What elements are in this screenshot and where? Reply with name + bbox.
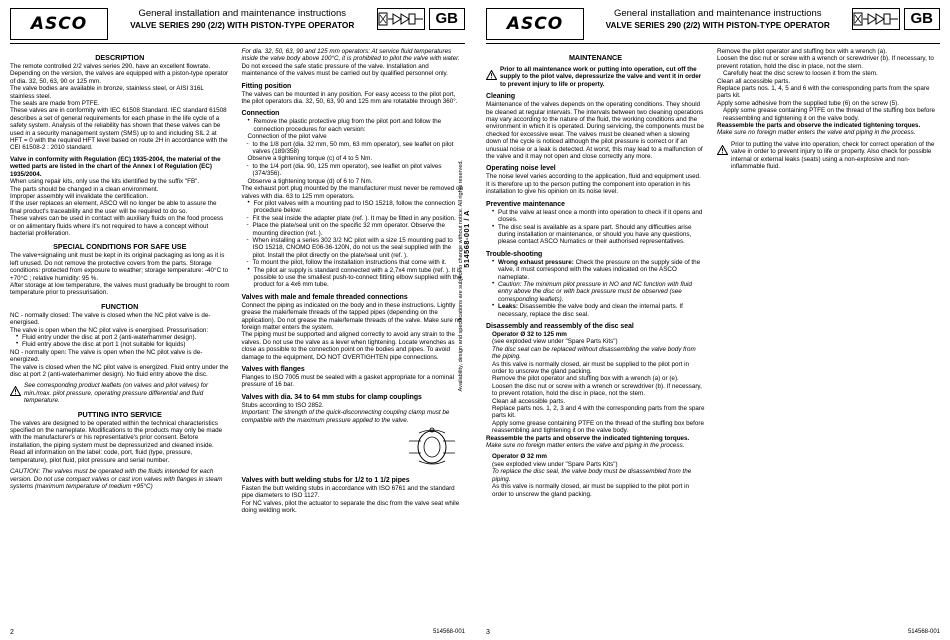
warning-triangle-icon xyxy=(717,142,728,160)
heading-function: FUNCTION xyxy=(101,301,139,311)
disassembly-step-5: Replace parts nos. 1, 2, 3 and 4 with the corresponding parts from the spare parts kit. xyxy=(492,405,705,420)
left-column-2 xyxy=(238,48,466,608)
welding-p1: Fasten the butt welding stubs in accordance with ISO 6761 and the standard pipe diameters to ISO 1127. xyxy=(241,485,455,500)
right-step-2: Remove the pilot operator and stuffing box with a wrench (a). xyxy=(717,48,887,55)
heading-connection: Connection xyxy=(241,110,280,118)
function-nc: NC - normally closed: The valve is closed when the NC pilot valve is de-energised. xyxy=(10,311,211,327)
heading-preventive-maintenance: Preventive maintenance xyxy=(486,200,565,208)
right-step-3: Loosen the disc nut or screw with a wrench or screwdriver (b). If necessary, to prevent rotation, hold the disc in place, not the stem. xyxy=(717,55,934,70)
stubs-important: Important: The strength of the quick-disconnecting coupling clamp must be compatible with the maximum pressure applied to the valve. xyxy=(241,409,450,424)
function-bullets xyxy=(10,334,230,349)
list-item: • For pilot valves with a mounting pad to ISO 15218, follow the connection procedure below: xyxy=(249,200,466,215)
description-p3: The valve bodies are available in bronze, stainless steel, or AISI 316L stainless steel. xyxy=(10,85,204,100)
operator-32-125-italic: The disc seal can be replaced without disassembling the valve body from the piping. xyxy=(492,345,696,361)
disassembly-step-6: Apply some grease containing PTFE on the thread of the stuffing box before reassembling and tightening it on the valve body. xyxy=(492,419,705,435)
connection-dashes-2 xyxy=(242,163,466,178)
heading-putting-into-service: PUTTING INTO SERVICE xyxy=(77,409,162,419)
intro-p2: Do not exceed the safe static pressure of the valve. Installation and maintenance of the valves must be carried out by qualified personnel only. xyxy=(241,62,448,78)
warning-text-bottom: Prior to putting the valve into operation, check for correct operation of the valve in order to prevent injury to life or property. Also check for possible internal or external leaks (seats) using a non-explosive and non-inflammable fluid. xyxy=(731,140,935,171)
heading-description: DESCRIPTION xyxy=(95,53,145,62)
cleaning-p1: Maintenance of the valves depends on the operating conditions. They should be cleaned at regular intervals. The intervals between two cleaning operations may vary according to the nature of the fluid, the working conditions and the environment in which it is operated. During servicing, the components must be checked for excessive wear. The valves must be cleaned when a slowing down of the cycle is noticed although the pilot pressure is correct or if an unusual noise or a leak is detected. At worst, this may lead to a malfunction of the valve and it may not open and close correctly any more. xyxy=(486,101,705,161)
operator-32-step-1: As this valve is normally closed, air must be supplied to the pilot port in order to unscrew the gland packing. xyxy=(492,483,690,498)
operator-32-125-label: Operator Ø 32 to 125 mm xyxy=(492,330,567,338)
page-title: General installation and maintenance instructions xyxy=(613,8,822,19)
header-title-block xyxy=(584,8,852,30)
function-p1: The valve is open when the NC pilot valve is energised. Pressurisation: xyxy=(10,326,209,334)
list-item: - Place the plate/seal unit on the specific 32 mm operator. Observe the mounting direction (ref. ). xyxy=(248,222,466,237)
connection-bullets xyxy=(242,118,466,133)
page-subtitle: VALVE SERIES 290 (2/2) WITH PISTON-TYPE OPERATOR xyxy=(130,20,355,30)
conn-d1b: Observe a tightening torque (c) of 4 to 5 Nm. xyxy=(247,155,373,163)
male-female-p2: The piping must be supported and aligned correctly to avoid any strain to the valves. Do not use the valve as a lever when tightening. Locate wrenches as close as possible to the connection point on the bodies and pipes. To avoid damage to the equipment, DO NOT OVERTIGHTEN pipe connections. xyxy=(241,331,456,361)
heading-trouble-shooting: Trouble-shooting xyxy=(486,250,543,258)
list-item xyxy=(248,215,466,222)
page-title: General installation and maintenance instructions xyxy=(138,8,347,19)
trouble-bullets xyxy=(486,259,705,318)
disassembly-step-4: Clean all accessible parts. xyxy=(492,397,566,405)
asco-logo xyxy=(486,8,584,40)
list-item: • Fluid entry above the disc at port 1 (not suitable for liquids) xyxy=(17,341,230,348)
left-column-1 xyxy=(10,48,238,608)
conn-p1: The exhaust port plug mounted by the manufacturer must never be removed on valves with dia. 63 to 125 mm operators. xyxy=(241,185,464,200)
right-step-6: Apply some adhesive from the supplied tube (6) on the screw (5). xyxy=(717,99,900,107)
page-header-left xyxy=(10,8,465,44)
list-item: • Put the valve at least once a month into operation to check if it opens and closes. xyxy=(493,209,705,224)
regulation-p3: Improper assembly will invalidate the certification. xyxy=(10,192,149,200)
warning-triangle-icon xyxy=(10,383,21,401)
page-number: 2 xyxy=(10,629,14,636)
warning-block-bottom xyxy=(717,141,940,171)
heading-clamp-stubs: Valves with dia. 34 to 64 mm stubs for clamp couplings xyxy=(241,393,422,401)
operator-32-note: (see exploded view under "Spare Parts Kits") xyxy=(492,460,618,468)
regulation-heading: Valve in conformity with Regulation (EC) 1935-2004, the material of the wetted parts are listed in the chart of the Annex I of Regulation (EC) 1935/2004. xyxy=(10,155,221,178)
list-item: - To mount the pilot, follow the installation instructions that come with it. xyxy=(248,259,466,266)
intro-p1: For dia. 32, 50, 63, 90 and 125 mm operators: At service fluid temperatures inside the valve body above 100°C, it is prohibited to pilot the valve with water. xyxy=(241,48,460,63)
trouble-b2-label: Leaks: xyxy=(498,303,518,311)
asco-logo-text: ASCO xyxy=(30,14,88,34)
heading-valves-with-flanges: Valves with flanges xyxy=(241,366,305,374)
putting-p2: Read all information on the label: code, port, fluid (type, pressure, temperature), pilot fluid, pilot pressure and serial number. xyxy=(10,449,193,464)
disassembly-step-3: Loosen the disc nut or screw with a wrench or screwdriver (b). If necessary, to prevent rotation, hold the disc in place, not the stem. xyxy=(492,382,702,398)
doc-code: 514568-001 xyxy=(907,629,940,635)
doc-code: 514568-001 xyxy=(432,629,465,635)
regulation-p2: The parts should be changed in a clean environment. xyxy=(10,185,159,193)
regulation-p5: These valves can be used in contact with auxiliary fluids on the food process or on alimentary fluids where it's not required to have a concept without bacterial proliferation. xyxy=(10,215,224,237)
page-header-right xyxy=(486,8,940,44)
trouble-caution: • Caution: The minimum pilot pressure in NO and NC function with fluid entry above the disc or with back pressure must be observed (see corresponding leaflets). xyxy=(493,281,705,303)
description-p1: The remote controlled 2/2 valves series 290, have an excellent flowrate. xyxy=(10,63,211,70)
flanges-p1: Flanges to ISO 7005 must be sealed with a gasket appropriate for a nominal pressure of 16 bar. xyxy=(241,374,454,389)
heading-butt-welding: Valves with butt welding stubs for 1/2 to 1 1/2 pipes xyxy=(241,477,410,485)
heading-male-female: Valves with male and female threaded connections xyxy=(241,293,408,301)
right-step-3b: Carefully heat the disc screw to loosen it from the stem. xyxy=(723,70,878,78)
special-p2: After storage at low temperature, the valves must gradually be brought to room temperature prior to pressurisation. xyxy=(10,281,230,297)
header-right-block xyxy=(377,8,466,30)
reassemble-note-2: Reassemble the parts and observe the indicated tightening torques. xyxy=(717,122,921,130)
list-item: • The pilot air supply is standard connected with a 2,7x4 mm tube (ref. ). It is possible to use the smallest push-to-connect fitting elbow supplied with the product for a 4x6 mm tube. xyxy=(249,267,466,289)
clamp-coupling-figure xyxy=(242,427,466,472)
valve-symbol-icon xyxy=(377,8,425,30)
fitting-p1: The valves can be mounted in any position. For easy access to the pilot port, the pilot operators dia. 32, 50, 63, 90 and 125 mm are rotatable through 360°. xyxy=(241,90,458,106)
header-title-block xyxy=(108,8,377,30)
trouble-b2-text: Disassemble the valve body and clean the internal parts. If necessary, replace the disc seal. xyxy=(498,303,683,318)
disassembly-step-2: Remove the pilot operator and stuffing box with a wrench (a) or (e). xyxy=(492,375,679,383)
description-p4: The seals are made from PTFE. xyxy=(10,100,100,108)
warning-text-top: Prior to all maintenance work or putting into operation, cut off the supply to the pilot valve, depressurize the valve and vent it in order to prevent injury to life or property. xyxy=(500,66,702,88)
valve-symbol-icon xyxy=(852,8,900,30)
operator-32-125-note: (see exploded view under "Spare Parts Kits") xyxy=(492,338,618,346)
right-step-6b: Apply some grease containing PTFE on the thread of the stuffing box before reassembling and tightening it on the valve body. xyxy=(723,107,936,122)
content-columns-right xyxy=(486,48,940,608)
page-right xyxy=(475,0,950,640)
warning-block-top xyxy=(486,66,705,88)
conn-sub1: Connection of the pilot valve xyxy=(247,133,327,141)
list-item: • Fluid entry under the disc at port 2 (anti-waterhammer design). xyxy=(17,334,230,341)
warning-triangle-icon xyxy=(486,67,497,85)
heading-cleaning: Cleaning xyxy=(486,93,516,101)
list-item: - When installing a series 302 3/2 NC pilot with a size 15 mounting pad to ISO 15218, CNOMO E06-36-120N, do not us the seal supplied with the pilot. Install the pilot directly on the plate/seal unit (ref. ). xyxy=(248,237,466,259)
list-item: • Remove the plastic protective plug from the pilot port and follow the connection procedures for each version: xyxy=(249,118,466,133)
reassemble-italic-2: Make sure no foreign matter enters the valve and piping in the process. xyxy=(717,129,916,137)
heading-noise-level: Operating noise level xyxy=(486,165,556,173)
trouble-b1-label: Wrong exhaust pressure: xyxy=(498,258,574,266)
list-item xyxy=(493,259,705,281)
conn-d2b: Observe a tightening torque (d) of 6 to 7 Nm. xyxy=(247,177,373,185)
male-female-p1: Connect the piping as indicated on the body and in these instructions. Lightly grease the male/female threads of the tapped pipes (depending on the application). Do not grease the male/female threads of the valve. Make sure no foreign matter enters the system. xyxy=(241,301,462,331)
connection-dashes-3 xyxy=(242,215,466,267)
operator-32-italic: To replace the disc seal, the valve body must be disassembled from the piping. xyxy=(492,468,692,483)
header-right-block xyxy=(852,8,941,30)
list-item: - to the 1/8 port (dia. 32 mm, 50 mm, 63 mm operator), see leaflet on pilot valves (189/358) xyxy=(248,141,466,156)
asco-logo xyxy=(10,8,108,40)
function-no: NO - normally open: The valve is open when the NC pilot valve is de-energized. xyxy=(10,348,203,364)
noise-p1: The noise level varies according to the application, fluid and equipment used. It is therefore up to the person putting the component into operation in his installation to give his opinion on its noise level. xyxy=(486,173,701,196)
page-subtitle: VALVE SERIES 290 (2/2) WITH PISTON-TYPE OPERATOR xyxy=(605,20,830,30)
regulation-p4: If the user replaces an element, ASCO will no longer be able to assure the final product's traceability and the user will be required to do so. xyxy=(10,200,217,215)
asco-logo-text: ASCO xyxy=(506,14,564,34)
heading-disassembly: Disassembly and reassembly of the disc seal xyxy=(486,322,634,330)
conn-d3-text: Fit the seal inside the adapter plate (ref. ). It may be fitted in any position. xyxy=(252,214,456,222)
warning-text-1: See corresponding product leaflets (on valves and pilot valves) for min./max. pilot pressure, operating pressure differential and fluid temperature. xyxy=(24,382,209,405)
putting-p1: The valves are designed to be operated within the technical characteristics specified on the nameplate. Modifications to the products may only be made with the manufacturer's or his representative's prior consent. Before installation, the piping system must be depressurized and cleaned inside. xyxy=(10,419,223,449)
reassemble-note-1: Reassemble the parts and observe the indicated tightening torques. xyxy=(486,434,690,442)
heading-fitting-position: Fitting position xyxy=(241,82,292,90)
page-footer-left xyxy=(10,629,465,636)
stubs-p1: Stubs according to ISO 2852. xyxy=(241,401,324,409)
right-step-5: Replace parts nos. 1, 4, 5 and 6 with the corresponding parts from the spare parts kit. xyxy=(717,85,930,100)
language-badge: GB xyxy=(429,8,466,30)
description-p5: These valves are in conformity with IEC 61508 Standard. IEC standard 61508 describes a set of general requirements for each phase in the life cycle of a safety system. Analysis of the reliability has shown that these valves can be used in a security management system (SMS) up to and including SIL 2 at HFT = 0 with the required HFT level based on route 2H in accordance with the CEI 61508-2 : 2010 standard. xyxy=(10,107,228,152)
reassemble-italic-1: Make sure no foreign matter enters the valve and piping in the process. xyxy=(486,442,685,450)
warning-block-1 xyxy=(10,382,230,404)
special-p1: The valve+signaling unit must be kept in its original packaging as long as it is left unused. Do not remove the protective covers from the parts. Storage conditions: protected from exposure to weather; storage temperature: -40°C to +70°C ; relative humidity: 95 %. xyxy=(10,252,229,282)
side-code-big: 514568-001 / A xyxy=(462,210,471,268)
connection-dashes-1 xyxy=(242,141,466,156)
trouble-b1-text: Check the pressure on the supply side of the valve, it must correspond with the values indicated on the ASCO nameplate. xyxy=(498,258,701,281)
regulation-p1: When using repair kits, only use the kits identified by the suffix "FB". xyxy=(10,178,200,186)
page-footer-right xyxy=(486,629,940,636)
function-p2: The valve is closed when the NC pilot valve is energized. Fluid entry under the disc at port 2 (anti-waterhammer design). No fluid entry above the disc. xyxy=(10,363,229,379)
page-number: 3 xyxy=(486,629,490,636)
caution-text: CAUTION: The valves must be operated with the fluids intended for each version. Do not use compact valves or cast iron valves with flanges in steam systems (maximum temperature of medium +95°C) xyxy=(10,468,223,490)
language-badge: GB xyxy=(904,8,941,30)
content-columns-left xyxy=(10,48,465,608)
description-p2: Depending on the version, the valves are equipped with a piston-type operator of dia. 32, 50, 63, 90 or 125 mm. xyxy=(10,70,229,85)
right-column-2 xyxy=(713,48,940,608)
heading-special-conditions: SPECIAL CONDITIONS FOR SAFE USE xyxy=(53,242,187,252)
operator-32-label: Operator Ø 32 mm xyxy=(492,453,547,461)
disassembly-step-1: As this valve is normally closed, air must be supplied to the pilot port in order to unscrew the gland packing. xyxy=(492,360,690,375)
preventive-bullets xyxy=(486,209,705,246)
connection-bullets-3 xyxy=(242,267,466,289)
side-note-left: Availability, design and specifications are subject to change without notice. All rights reserved. xyxy=(458,160,464,392)
right-step-4: Clean all accessible parts. xyxy=(717,77,791,85)
list-item: - to the 1/4 port (dia. 90, 125 mm operator), see leaflet on pilot valves (374/356). xyxy=(248,163,466,178)
right-column-1 xyxy=(486,48,713,608)
list-item: • The disc seal is available as a spare part. Should any difficulties arise during installation or maintenance, or should you have any questions, please contact ASCO Numatics or their authorised representatives. xyxy=(493,224,705,246)
heading-maintenance: MAINTENANCE xyxy=(568,53,623,62)
connection-bullets-2 xyxy=(242,200,466,215)
list-item xyxy=(493,303,705,318)
welding-p2: For NC valves, pilot the actuator to separate the disc from the valve seat while doing welding work. xyxy=(241,499,460,515)
